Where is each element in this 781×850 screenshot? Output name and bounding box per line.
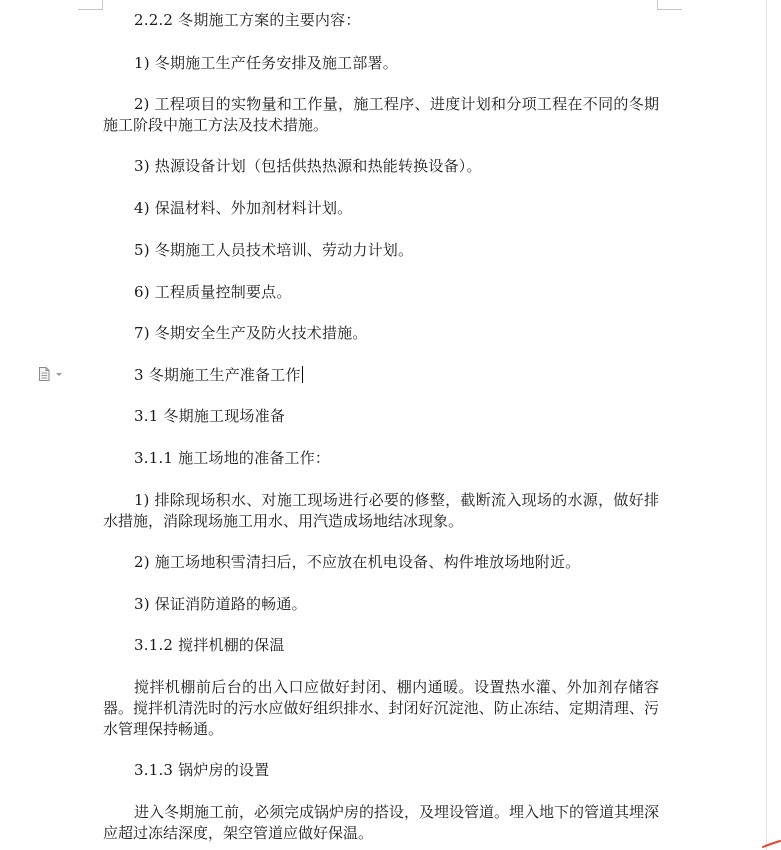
heading-3-1-1[interactable]: 3.1.1 施工场地的准备工作： (134, 449, 331, 467)
heading-3[interactable] (103, 365, 694, 386)
paragraph-mixer-shed[interactable]: 搅拌机棚前后台的出入口应做好封闭、棚内通暖。设置热水灌、外加剂存储容器。搅拌机清洗时的污水应做好组织排水、封闭好沉淀池、防止冻结、定期清理、污水管理保持畅通。 (103, 678, 659, 738)
heading-3-1-3[interactable]: 3.1.3 锅炉房的设置 (134, 761, 270, 779)
heading-3-1-2[interactable]: 3.1.2 搅拌机棚的保温 (134, 636, 285, 654)
list-item-4[interactable]: 4) 保温材料、外加剂材料计划。 (134, 199, 353, 217)
heading-2-2-2[interactable]: 2.2.2 冬期施工方案的主要内容： (134, 11, 361, 29)
annotation-mark-icon (760, 836, 781, 850)
list-item-1[interactable]: 1) 冬期施工生产任务安排及施工部署。 (134, 54, 398, 72)
list-item-6[interactable]: 6) 工程质量控制要点。 (134, 283, 292, 301)
text-cursor (302, 366, 303, 383)
list-item-site-1[interactable]: 1) 排除现场积水、对施工现场进行必要的修整，截断流入现场的水源，做好排水措施，消除现场施工用水、用汽造成场地结冰现象。 (103, 491, 659, 530)
list-item-2[interactable]: 2) 工程项目的实物量和工作量，施工程序、进度计划和分项工程在不同的冬期施工阶段中施工方法及技术措施。 (103, 95, 659, 134)
heading-3-text: 3 冬期施工生产准备工作 (134, 366, 301, 384)
list-item-3[interactable]: 3) 热源设备计划（包括供热热源和热能转换设备）。 (134, 157, 482, 175)
list-item-site-2[interactable]: 2) 施工场地积雪清扫后，不应放在机电设备、构件堆放场地附近。 (134, 553, 581, 571)
paragraph-boiler-room[interactable]: 进入冬期施工前，必须完成锅炉房的搭设，及埋设管道。埋入地下的管道其埋深应超过冻结深度，架空管道应做好保温。 (103, 803, 660, 842)
list-item-site-3[interactable]: 3) 保证消防道路的畅通。 (134, 595, 307, 613)
margin-mark-left (78, 0, 103, 10)
list-item-5[interactable]: 5) 冬期施工人员技术培训、劳动力计划。 (134, 241, 414, 259)
page-edge (766, 0, 767, 850)
dropdown-arrow-icon (56, 373, 62, 376)
document-icon[interactable] (38, 367, 66, 381)
heading-3-1[interactable]: 3.1 冬期施工现场准备 (134, 407, 286, 425)
margin-mark-right (657, 0, 682, 10)
list-item-7[interactable]: 7) 冬期安全生产及防火技术措施。 (134, 324, 368, 342)
